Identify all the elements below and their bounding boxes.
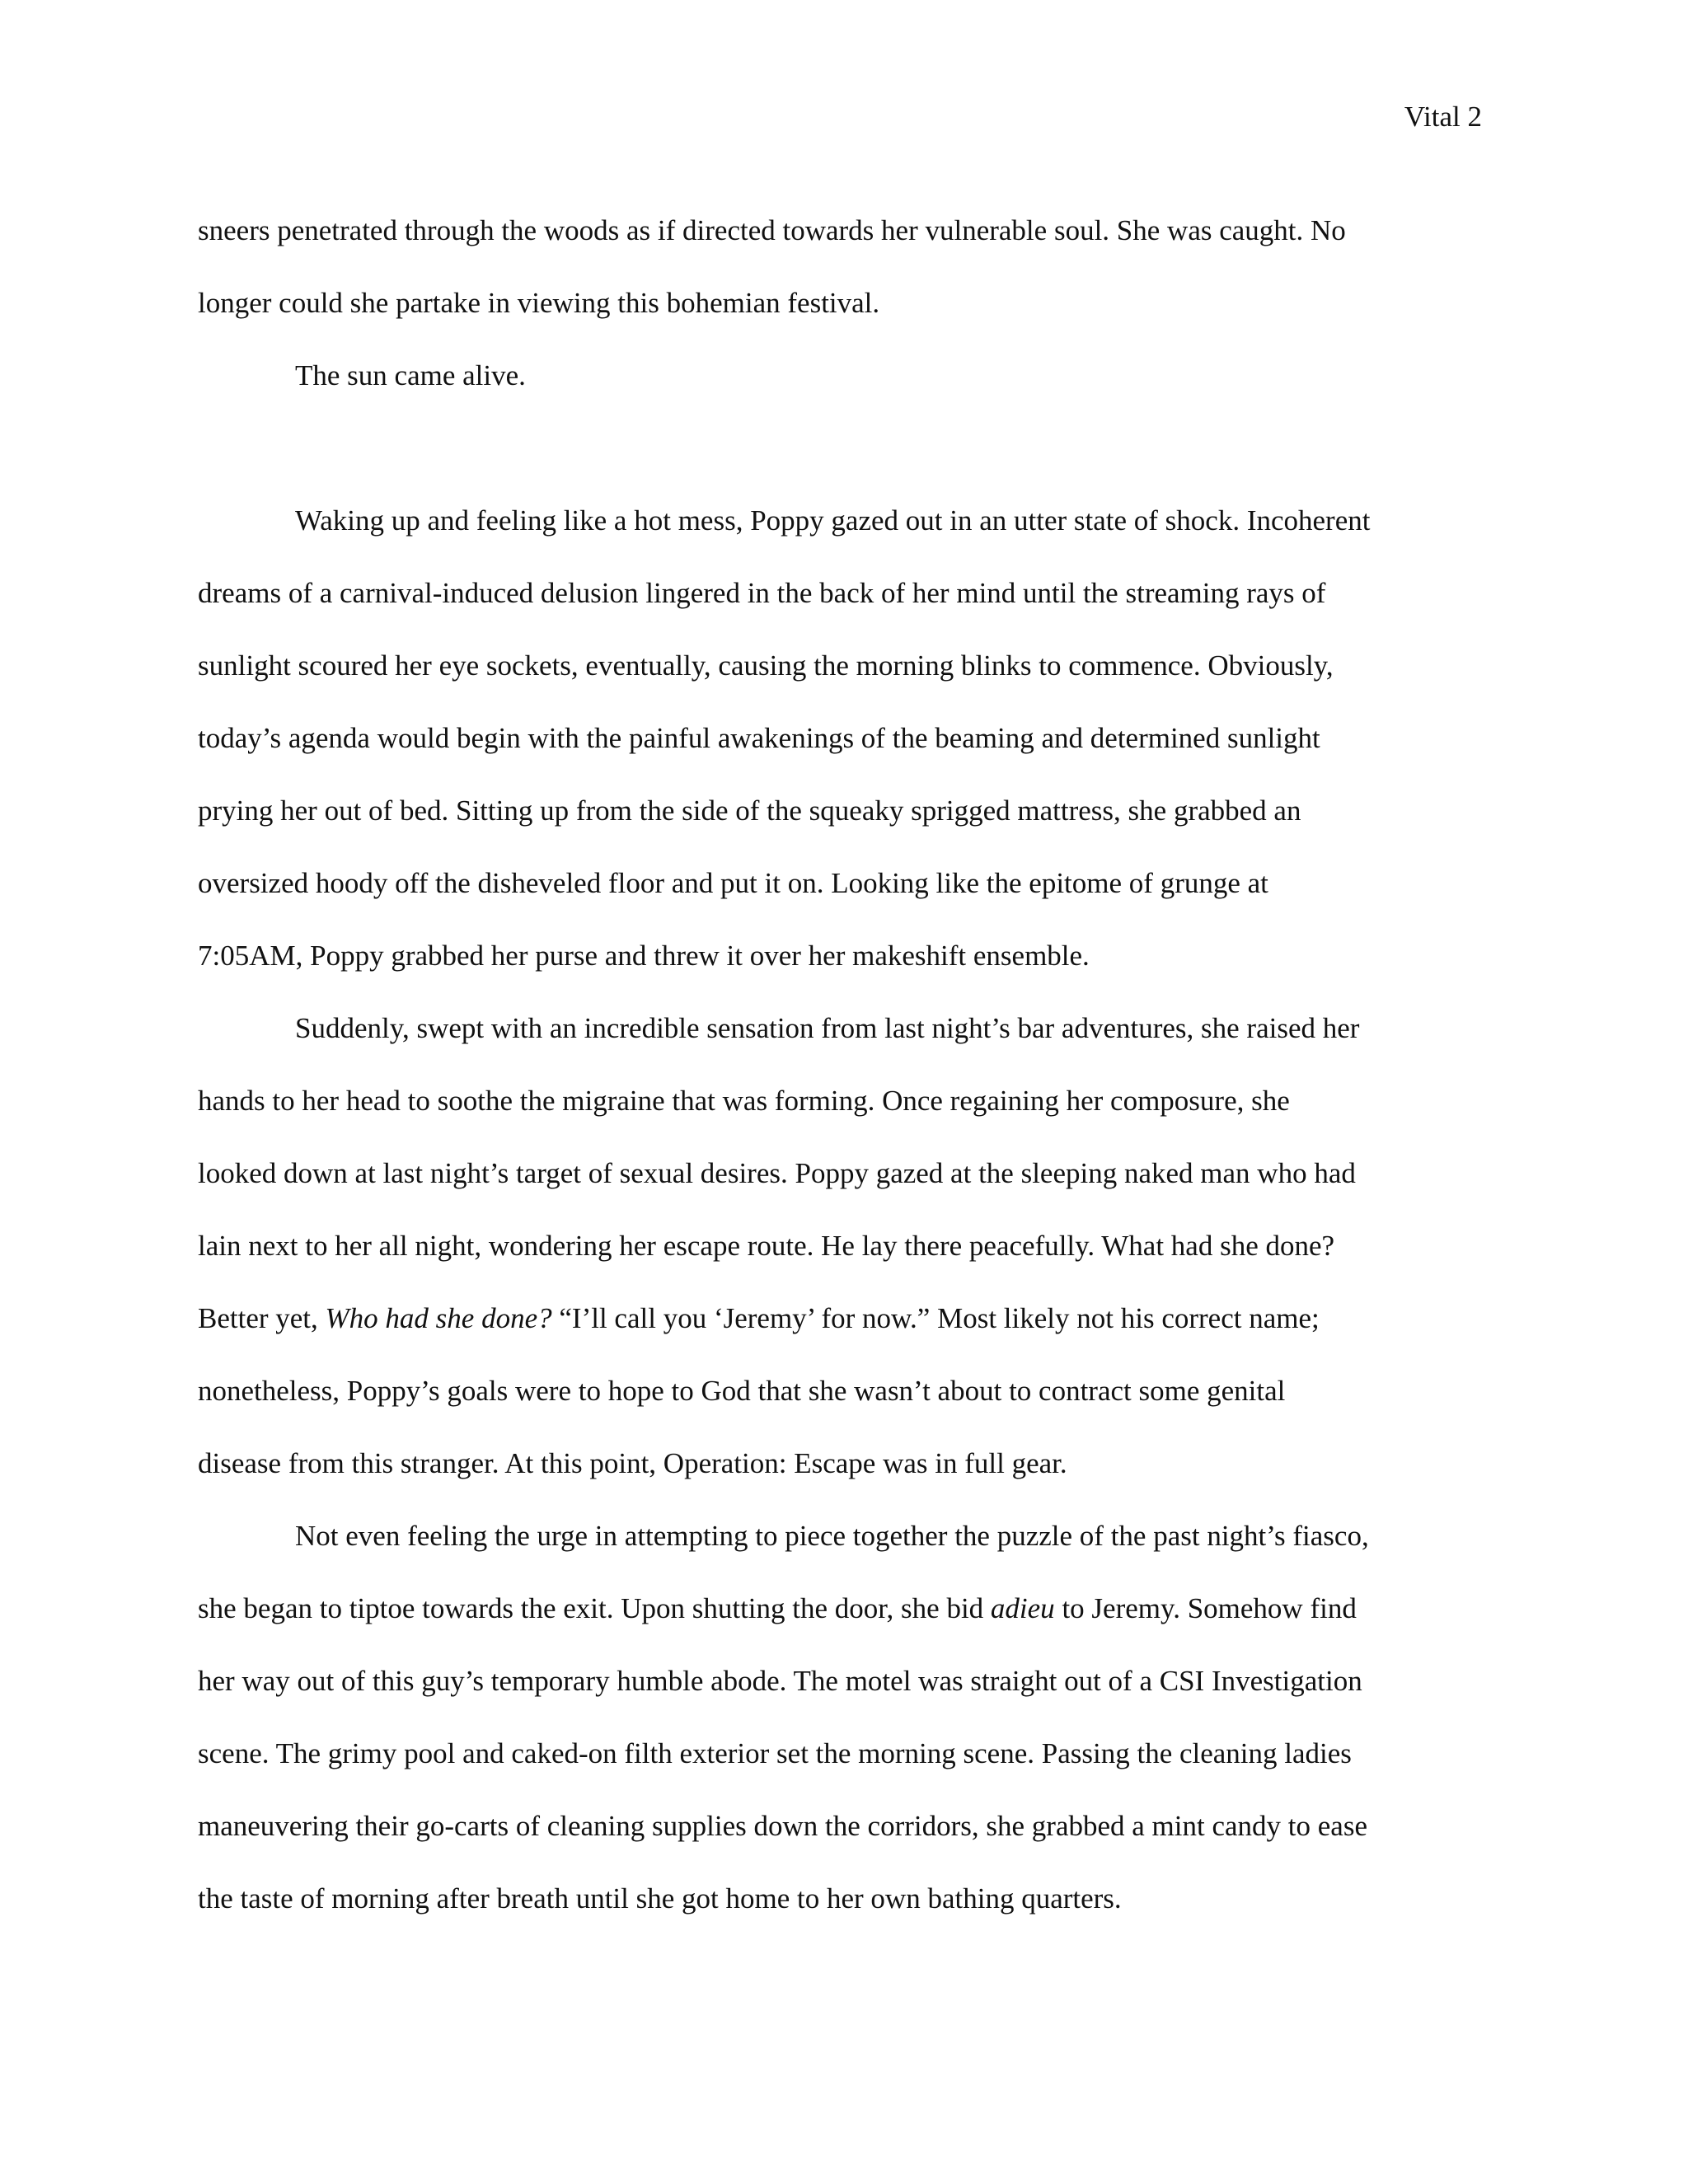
text-line-with-italic: [198, 1282, 1500, 1355]
text-line: today’s agenda would begin with the painful awakenings of the beaming and determined sunlight: [198, 722, 1320, 754]
paragraph: [198, 340, 1500, 412]
italic-text-run: adieu: [990, 1592, 1055, 1624]
text-run: Better yet,: [198, 1302, 326, 1334]
paragraph: [198, 485, 1500, 992]
document-body: [198, 194, 1500, 1935]
text-line: dreams of a carnival-induced delusion lingered in the back of her mind until the streaming rays of: [198, 577, 1326, 609]
paragraph-continuation: [198, 194, 1500, 340]
text-line: The sun came alive.: [295, 359, 526, 391]
text-line: sunlight scoured her eye sockets, eventually, causing the morning blinks to commence. Obviously,: [198, 649, 1334, 682]
text-run: “I’ll call you ‘Jeremy’ for now.” Most likely not his correct name;: [551, 1302, 1320, 1334]
text-line-with-italic: [198, 1572, 1500, 1645]
text-run: she began to tiptoe towards the exit. Upon shutting the door, she bid: [198, 1592, 991, 1624]
paragraph: [198, 1500, 1500, 1935]
text-line: Not even feeling the urge in attempting to piece together the puzzle of the past night’s fiasco,: [295, 1520, 1369, 1552]
text-line: sneers penetrated through the woods as if directed towards her vulnerable soul. She was caught. No: [198, 214, 1346, 246]
text-line: Suddenly, swept with an incredible sensation from last night’s bar adventures, she raised her: [295, 1012, 1360, 1044]
text-line: maneuvering their go-carts of cleaning supplies down the corridors, she grabbed a mint candy to ease: [198, 1810, 1367, 1842]
text-line: longer could she partake in viewing this bohemian festival.: [198, 287, 880, 319]
text-line: prying her out of bed. Sitting up from the side of the squeaky sprigged mattress, she grabbed an: [198, 794, 1301, 827]
text-line: 7:05AM, Poppy grabbed her purse and threw it over her makeshift ensemble.: [198, 940, 1090, 972]
text-line: oversized hoody off the disheveled floor and put it on. Looking like the epitome of grunge at: [198, 867, 1268, 899]
text-line: Waking up and feeling like a hot mess, Poppy gazed out in an utter state of shock. Incoherent: [295, 504, 1371, 537]
section-break: [198, 412, 1500, 485]
text-line: the taste of morning after breath until she got home to her own bathing quarters.: [198, 1882, 1122, 1915]
text-line: nonetheless, Poppy’s goals were to hope to God that she wasn’t about to contract some genital: [198, 1375, 1286, 1407]
paragraph: [198, 992, 1500, 1500]
text-line: looked down at last night’s target of sexual desires. Poppy gazed at the sleeping naked man who had: [198, 1157, 1356, 1189]
text-line: scene. The grimy pool and caked-on filth exterior set the morning scene. Passing the cleaning ladies: [198, 1737, 1352, 1769]
running-head: Vital 2: [1404, 101, 1482, 133]
italic-text-run: Who had she done?: [325, 1302, 552, 1334]
text-line: hands to her head to soothe the migraine that was forming. Once regaining her composure, she: [198, 1085, 1290, 1117]
text-run: to Jeremy. Somehow find: [1054, 1592, 1357, 1624]
text-line: lain next to her all night, wondering her escape route. He lay there peacefully. What had she done?: [198, 1230, 1335, 1262]
text-line: her way out of this guy’s temporary humble abode. The motel was straight out of a CSI Investigation: [198, 1665, 1362, 1697]
text-line: disease from this stranger. At this point, Operation: Escape was in full gear.: [198, 1447, 1067, 1479]
